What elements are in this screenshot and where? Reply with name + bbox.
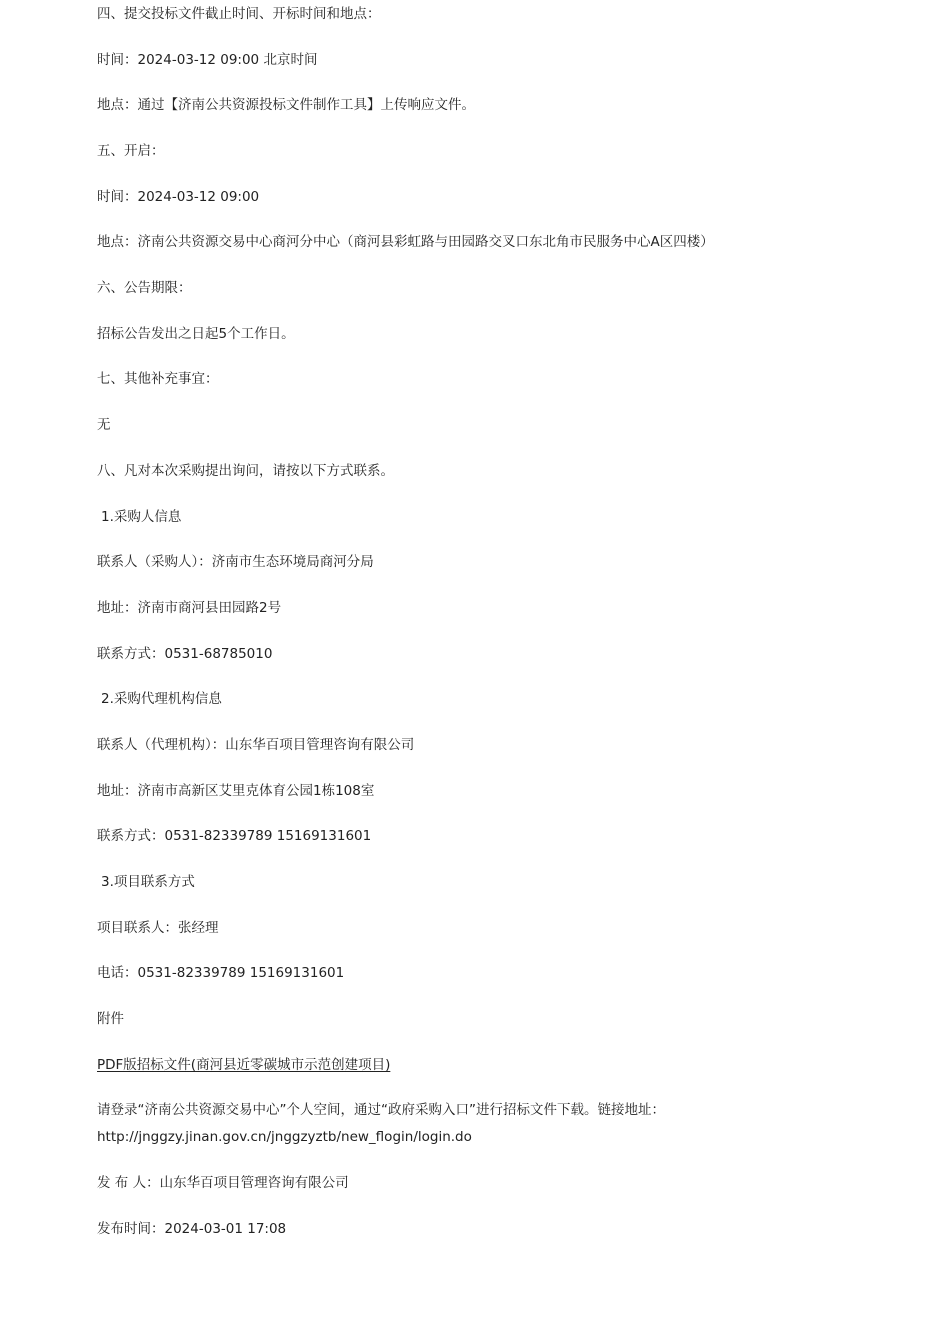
- download-note: 请登录“济南公共资源交易中心”个人空间，通过“政府采购入口”进行招标文件下载。链接地址：http://jnggzy.jinan.gov.cn/jnggzyztb/new_flogin/login.do: [97, 1102, 665, 1145]
- project-phone: 电话：0531-82339789 15169131601: [97, 965, 345, 981]
- project-contact: 项目联系人：张经理: [97, 920, 219, 936]
- deadline-time: 时间：2024-03-12 09:00 北京时间: [97, 52, 318, 68]
- agency-phone: 联系方式：0531-82339789 15169131601: [97, 828, 372, 844]
- deadline-place: 地点：通过【济南公共资源投标文件制作工具】上传响应文件。: [97, 97, 475, 113]
- purchaser-phone: 联系方式：0531-68785010: [97, 646, 273, 662]
- period-text: 招标公告发出之日起5个工作日。: [97, 326, 295, 342]
- agency-heading: 2.采购代理机构信息: [101, 691, 222, 707]
- attachment-file-link[interactable]: PDF版招标文件(商河县近零碳城市示范创建项目): [97, 1057, 391, 1073]
- opening-heading: 五、开启：: [97, 143, 165, 159]
- period-heading: 六、公告期限：: [97, 280, 192, 296]
- project-heading: 3.项目联系方式: [101, 874, 195, 890]
- opening-time: 时间：2024-03-12 09:00: [97, 189, 260, 205]
- purchaser-address: 地址：济南市商河县田园路2号: [97, 600, 282, 616]
- publish-time: 发布时间：2024-03-01 17:08: [97, 1221, 287, 1237]
- agency-address: 地址：济南市高新区艾里克体育公园1栋108室: [97, 783, 375, 799]
- publisher: 发 布 人：山东华百项目管理咨询有限公司: [97, 1175, 349, 1191]
- other-heading: 七、其他补充事宜：: [97, 371, 219, 387]
- other-text: 无: [97, 417, 111, 433]
- agency-contact: 联系人（代理机构）：山东华百项目管理咨询有限公司: [97, 737, 415, 753]
- contact-heading: 八、凡对本次采购提出询问，请按以下方式联系。: [97, 463, 394, 479]
- opening-place: 地点：济南公共资源交易中心商河分中心（商河县彩虹路与田园路交叉口东北角市民服务中心A区四楼）: [97, 234, 714, 250]
- attachments-heading: 附件: [97, 1011, 124, 1027]
- deadline-heading: 四、提交投标文件截止时间、开标时间和地点：: [97, 6, 381, 22]
- purchaser-heading: 1.采购人信息: [101, 509, 182, 525]
- purchaser-contact: 联系人（采购人）：济南市生态环境局商河分局: [97, 554, 374, 570]
